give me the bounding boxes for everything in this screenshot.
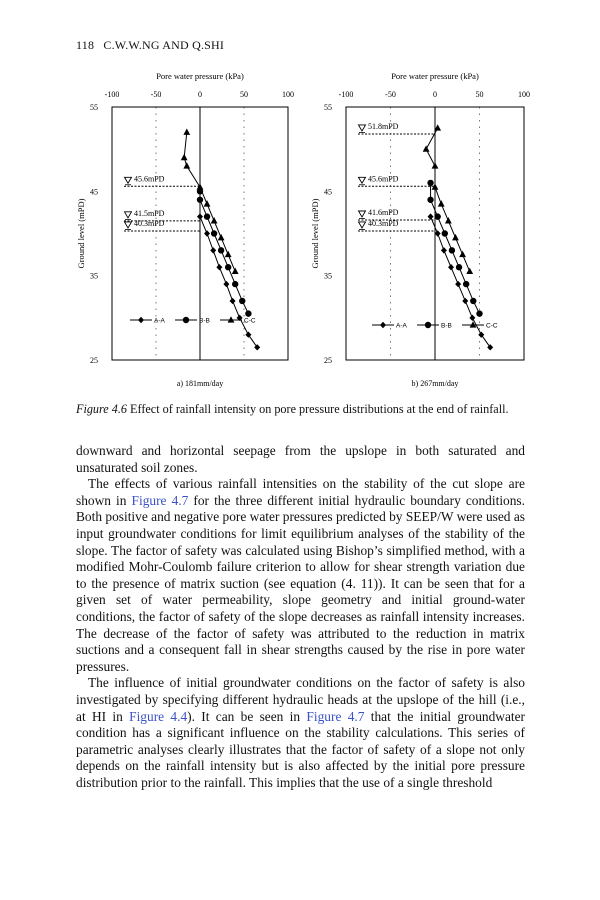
legend-marker <box>380 322 386 328</box>
figure-4-4-link[interactable]: Figure 4.4 <box>129 708 188 724</box>
water-level-label: 45.6mPD <box>134 174 165 184</box>
data-point-b-b <box>245 310 251 316</box>
water-level-label: 40.3mPD <box>368 218 399 228</box>
data-point-a-a <box>210 247 216 253</box>
legend-label: B-B <box>199 317 210 325</box>
data-point-a-a <box>197 213 203 219</box>
data-point-c-c <box>452 234 459 240</box>
data-point-a-a <box>216 264 222 270</box>
x-tick-label: -100 <box>104 90 120 99</box>
data-point-b-b <box>427 180 433 186</box>
data-point-c-c <box>466 268 473 274</box>
legend-label: A-A <box>396 322 407 330</box>
water-table-icon <box>125 222 132 228</box>
chart-title: Pore water pressure (kPa) <box>156 71 244 81</box>
figure-4-6 <box>60 62 540 392</box>
data-point-b-b <box>239 298 245 304</box>
y-tick-label: 25 <box>90 356 98 365</box>
data-point-c-c <box>459 251 466 257</box>
paragraph-2-part-b: for the three different initial hydraulic boundary conditions. Both positive and negative pore water pressures predicted by SEEP/W were used as input groundwater conditions for limit equilibrium analyses of the stability of the slope. The factor of safety was calculated using Bishop’s simplified method, with a modified Mohr-Coulomb failure criterion to allow for shear strength variation due to the presence of matrix suction (see equation (4. 11)). It can be seen that for a given set of water permeability, slope geometry and initial ground-water conditions, the factor of safety of the slope decreases as rainfall intensity increases. The decrease of the factor of safety was attributed to the reduction in matrix suctions and a consequent fall in shear strengths caused by the rise in pore water pressures. <box>76 492 525 674</box>
x-tick-label: 50 <box>240 90 248 99</box>
paragraph-3 <box>76 675 525 791</box>
figure-4-7-link[interactable]: Figure 4.7 <box>131 492 189 508</box>
data-point-c-c <box>183 162 190 168</box>
water-table-icon <box>359 211 366 217</box>
running-head-authors: C.W.W.NG AND Q.SHI <box>103 38 225 52</box>
legend-label: C-C <box>244 317 256 325</box>
legend-label: C-C <box>486 322 498 330</box>
data-point-a-a <box>230 298 236 304</box>
series-line-a-a <box>431 217 491 348</box>
y-tick-label: 55 <box>324 103 332 112</box>
panel-label: b) 267mm/day <box>411 379 459 388</box>
data-point-c-c <box>232 268 239 274</box>
water-level-label: 40.3mPD <box>134 218 165 228</box>
chart-panel-1 <box>76 71 294 388</box>
water-table-icon <box>125 177 132 183</box>
paragraph-2 <box>76 476 525 675</box>
figure-caption <box>76 402 536 417</box>
y-tick-label: 35 <box>324 271 332 281</box>
water-table-icon <box>359 177 366 183</box>
data-point-a-a <box>448 264 454 270</box>
data-point-b-b <box>456 264 462 270</box>
water-table-icon <box>359 125 366 131</box>
legend-marker <box>183 317 189 323</box>
series-line-b-b <box>200 191 248 313</box>
data-point-b-b <box>427 197 433 203</box>
data-point-a-a <box>223 281 229 287</box>
figure-4-7-link[interactable]: Figure 4.7 <box>306 708 365 724</box>
data-point-c-c <box>181 154 188 160</box>
y-tick-label: 25 <box>324 356 332 365</box>
water-level-label: 41.6mPD <box>368 208 399 218</box>
data-point-a-a <box>435 230 441 236</box>
y-axis-label: Ground level (mPD) <box>310 198 320 269</box>
x-tick-label: 50 <box>475 90 484 99</box>
water-table-icon <box>125 212 132 218</box>
series-line-a-a <box>200 217 257 348</box>
data-point-b-b <box>470 298 476 304</box>
paragraph-3-part-c: that the initial groundwater condition has a significant influence on the stability calculations. This series of parametric analyses clearly illustrates that the factor of safety of a slope not only depends on the rainfall intensity but is also affected by the initial pore pressure distribution prior to the rainfall. This implies that the use of a single threshold <box>76 708 526 790</box>
data-point-b-b <box>204 213 210 219</box>
data-point-c-c <box>204 200 211 206</box>
body-text <box>76 443 525 791</box>
water-table-icon <box>359 222 366 228</box>
water-level-label: 51.8mPD <box>368 121 399 131</box>
data-point-b-b <box>476 310 482 316</box>
chart-title: Pore water pressure (kPa) <box>391 71 479 81</box>
data-point-b-b <box>449 247 455 253</box>
data-point-b-b <box>197 197 203 203</box>
paragraph-3-part-a: The influence of initial groundwater conditions on the factor of safety is also investigated by specifying different hydraulic heads at the upslope of the hill (i.e., at HI in <box>76 675 525 724</box>
series-line-c-c <box>184 132 235 271</box>
data-point-a-a <box>462 298 468 304</box>
running-head <box>76 38 224 53</box>
data-point-c-c <box>218 234 225 240</box>
y-tick-label: 35 <box>90 271 98 281</box>
x-tick-label: 0 <box>433 90 437 99</box>
data-point-a-a <box>469 315 475 321</box>
y-tick-label: 55 <box>90 103 98 112</box>
data-point-b-b <box>211 230 217 236</box>
data-point-b-b <box>225 264 231 270</box>
x-tick-label: 100 <box>282 90 294 99</box>
legend-label: B-B <box>441 322 452 330</box>
data-point-b-b <box>463 281 469 287</box>
x-tick-label: 100 <box>518 90 530 99</box>
data-point-c-c <box>183 129 190 135</box>
data-point-b-b <box>442 230 448 236</box>
x-tick-label: -50 <box>150 90 162 99</box>
paragraph-2-part-a: The effects of various rainfall intensities on the stability of the cut slope are shown in <box>76 476 525 508</box>
legend-marker <box>228 316 235 322</box>
pore-pressure-chart <box>60 62 540 392</box>
series-line-b-b <box>431 183 480 314</box>
data-point-b-b <box>434 213 440 219</box>
data-point-c-c <box>432 162 439 168</box>
data-point-c-c <box>438 200 445 206</box>
paragraph-1: downward and horizontal seepage from the upslope in both saturated and unsaturated soil zones. <box>76 443 525 475</box>
data-point-c-c <box>211 217 218 223</box>
legend-marker <box>425 322 431 328</box>
legend-marker <box>138 317 144 323</box>
data-point-b-b <box>218 247 224 253</box>
data-point-b-b <box>232 281 238 287</box>
figure-caption-text: Effect of rainfall intensity on pore pressure distributions at the end of rainfall. <box>130 402 509 416</box>
data-point-c-c <box>423 145 430 151</box>
data-point-a-a <box>204 230 210 236</box>
panel-label: a) 181mm/day <box>176 379 224 388</box>
x-tick-label: -50 <box>385 90 396 99</box>
y-tick-label: 45 <box>324 187 332 197</box>
y-tick-label: 45 <box>90 187 98 197</box>
x-tick-label: -100 <box>338 90 354 99</box>
data-point-a-a <box>441 247 447 253</box>
page-number: 118 <box>76 38 95 52</box>
data-point-c-c <box>225 251 232 257</box>
paragraph-3-part-b: ). It can be seen in <box>187 708 307 724</box>
x-tick-label: 0 <box>198 90 202 99</box>
figure-label: Figure 4.6 <box>76 402 127 416</box>
data-point-c-c <box>445 217 452 223</box>
water-level-label: 45.6mPD <box>368 174 399 184</box>
legend-label: A-A <box>154 317 165 325</box>
chart-panel-2 <box>310 71 530 388</box>
data-point-a-a <box>455 281 461 287</box>
water-level-label: 41.5mPD <box>134 208 165 218</box>
data-point-a-a <box>428 213 434 219</box>
y-axis-label: Ground level (mPD) <box>76 198 86 269</box>
